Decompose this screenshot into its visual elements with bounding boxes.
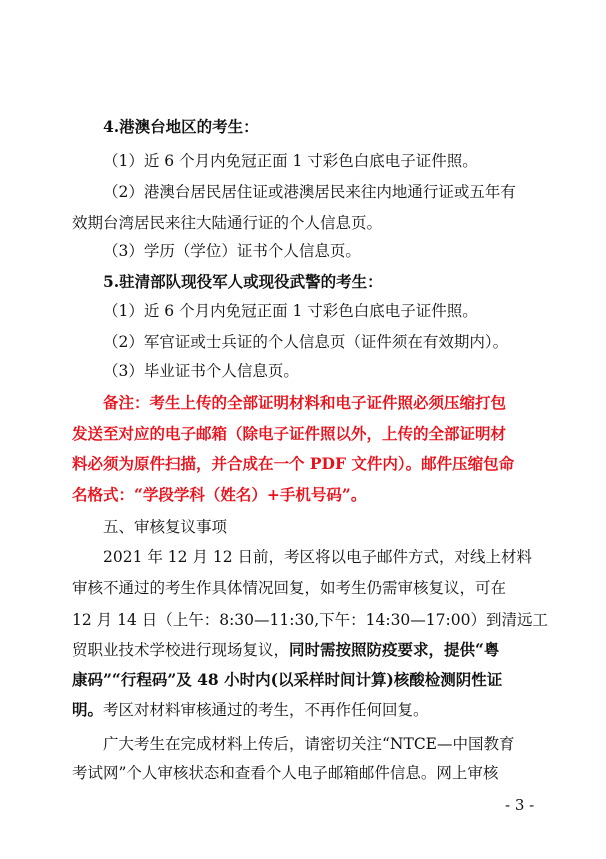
section5-item3: （3）毕业证书个人信息页。 bbox=[103, 362, 299, 380]
section4-item3: （3）学历（学位）证书个人信息页。 bbox=[103, 242, 361, 260]
page-number: - 3 - bbox=[505, 796, 535, 814]
section-five-p1-line6 bbox=[72, 699, 606, 721]
section-five-p1-line1: 2021 年 12 月 12 日前，考区将以电子邮件方式，对线上材料 bbox=[103, 548, 533, 566]
section5-item2: （2）军官证或士兵证的个人信息页（证件须在有效期内）。 bbox=[103, 333, 509, 351]
section4-item2-line2: 效期台湾居民来往大陆通行证的个人信息页。 bbox=[72, 214, 383, 232]
section5-heading: 5.驻清部队现役军人或现役武警的考生： bbox=[103, 272, 383, 291]
remark-line1: 备注：考生上传的全部证明材料和电子证件照必须压缩打包 bbox=[103, 393, 507, 412]
section-five-p1-line5: 康码”“行程码”及 48 小时内(以采样时间计算)核酸检测阴性证 bbox=[72, 670, 503, 689]
section-five-p1-line6-bold: 明。 bbox=[72, 700, 104, 719]
section-five-p2-line1: 广大考生在完成材料上传后，请密切关注“NTCE—中国教育 bbox=[103, 735, 515, 753]
remark-line3: 料必须为原件扫描，并合成在一个 PDF 文件内）。邮件压缩包命 bbox=[72, 454, 515, 473]
section5-item1: （1）近 6 个月内免冠正面 1 寸彩色白底电子证件照。 bbox=[103, 302, 478, 320]
section4-item2-line1: （2）港澳台居民居住证或港澳居民来往内地通行证或五年有 bbox=[103, 183, 516, 201]
section-five-p1-line4-bold: 同时需按照防疫要求，提供“粤 bbox=[289, 640, 500, 659]
section-five-p1-line6-normal: 考区对材料审核通过的考生，不再作任何回复。 bbox=[103, 701, 429, 719]
section-five-p1-line4 bbox=[72, 639, 606, 661]
section-five-p1-line4-normal: 贸职业技术学校进行现场复议， bbox=[72, 641, 290, 659]
section-five-p2-line2: 考试网”个人审核状态和查看个人电子邮箱邮件信息。网上审核 bbox=[72, 764, 499, 782]
remark-line2: 发送至对应的电子邮箱（除电子证件照以外，上传的全部证明材 bbox=[72, 424, 507, 443]
section4-heading: 4.港澳台地区的考生： bbox=[103, 117, 259, 136]
section4-item1: （1）近 6 个月内免冠正面 1 寸彩色白底电子证件照。 bbox=[103, 152, 478, 170]
section-five-heading: 五、审核复议事项 bbox=[103, 518, 228, 536]
section-five-p1-line2: 审核不通过的考生作具体情况回复，如考生仍需审核复议，可在 bbox=[72, 579, 507, 597]
section-five-p1-line3: 12 月 14 日（上午：8:30—11:30,下午：14:30—17:00）到清远工 bbox=[72, 611, 548, 629]
remark-line4: 名格式：“学段学科（姓名）+手机号码”。 bbox=[72, 485, 367, 504]
